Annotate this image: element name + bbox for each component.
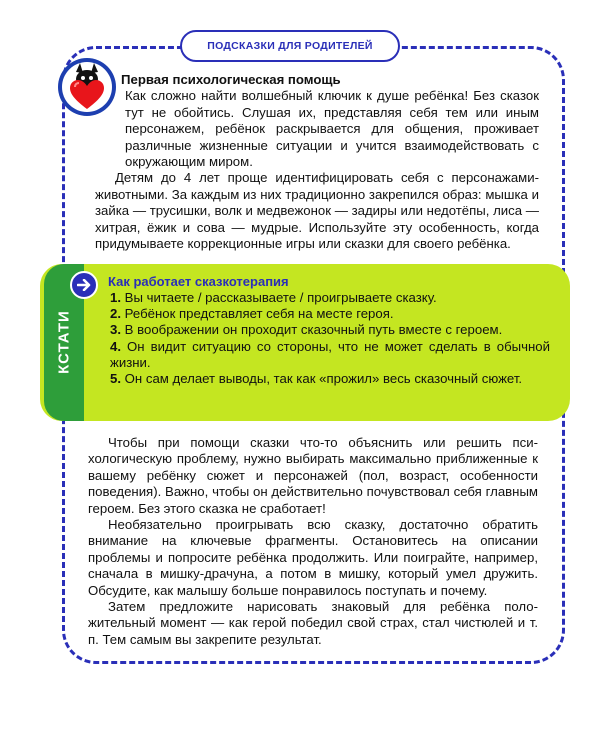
kstati-tab-label: КСТАТИ [55, 310, 73, 374]
list-item: 4. Он видит ситуацию со стороны, что не может сделать в обычной жизни. [110, 338, 550, 370]
section2 [88, 435, 538, 648]
section1 [95, 72, 539, 252]
section2-paragraph-3: Затем предложите нарисовать знаковый для ребёнка положительный момент — как герой победил свой страх, стал чистюлей и т. п. Тем самым вы закрепите результат. [88, 599, 538, 647]
section1-title: Первая психологическая помощь [121, 72, 341, 87]
kstati-title: Как работает сказкотерапия [108, 274, 289, 289]
section2-paragraph-1: Чтобы при помощи сказки что-то объяснить или решить психологическую проблему, нужно выбирать максимально приближенные к вашему ребёнку сюжет и персонажей (пол, возраст, особенности поведения). Важно, чтобы он действительно почувствовал себя главным героем. Без этого сказка не сработает! [88, 435, 538, 516]
list-item: 1. Вы читаете / рассказываете / проигрываете сказку. [110, 290, 437, 305]
kstati-list [110, 290, 550, 387]
section1-paragraph-1: Как сложно найти волшебный ключик к душе ребёнка! Без сказок тут не обойтись. Слушая их, представляя себя тем или иным персонажем, ребёнок раскрывается для общения, проживает различные жизненные ситуации и учится взаимодействовать с окружающим миром. [125, 88, 539, 170]
list-item: 5. Он сам делает выводы, так как «прожил» весь сказочный сюжет. [110, 371, 523, 387]
section1-paragraph-2: Детям до 4 лет проще идентифицировать себя с персонажами-животными. За каждым из них традиционно закрепился образ: мышка и зайка — трусишки, волк и медвежонок — задиры или недотёпы, лиса — хитрая, ёжик и сова — мудрые. Используйте эту особенность, когда придумываете коррекционные игры или сказки для своего ребёнка. [95, 170, 539, 252]
arrow-right-icon [70, 271, 98, 299]
section2-paragraph-2: Необязательно проигрывать всю сказку, достаточно обратить внимание на ключевые фрагменты. Остановитесь на описании проблемы и попросите ребёнка продолжить. Или поиграйте, например, сначала в мишку-драчуна, а потом в мишку, который умел дружить. Обсудите, как малышу больше понравилось поступать и почему. [88, 517, 538, 598]
header-label: ПОДСКАЗКИ ДЛЯ РОДИТЕЛЕЙ [207, 40, 373, 52]
header-pill [180, 30, 400, 62]
list-item: 3. В воображении он проходит сказочный путь вместе с героем. [110, 322, 503, 338]
list-item: 2. Ребёнок представляет себя на месте героя. [110, 306, 394, 322]
